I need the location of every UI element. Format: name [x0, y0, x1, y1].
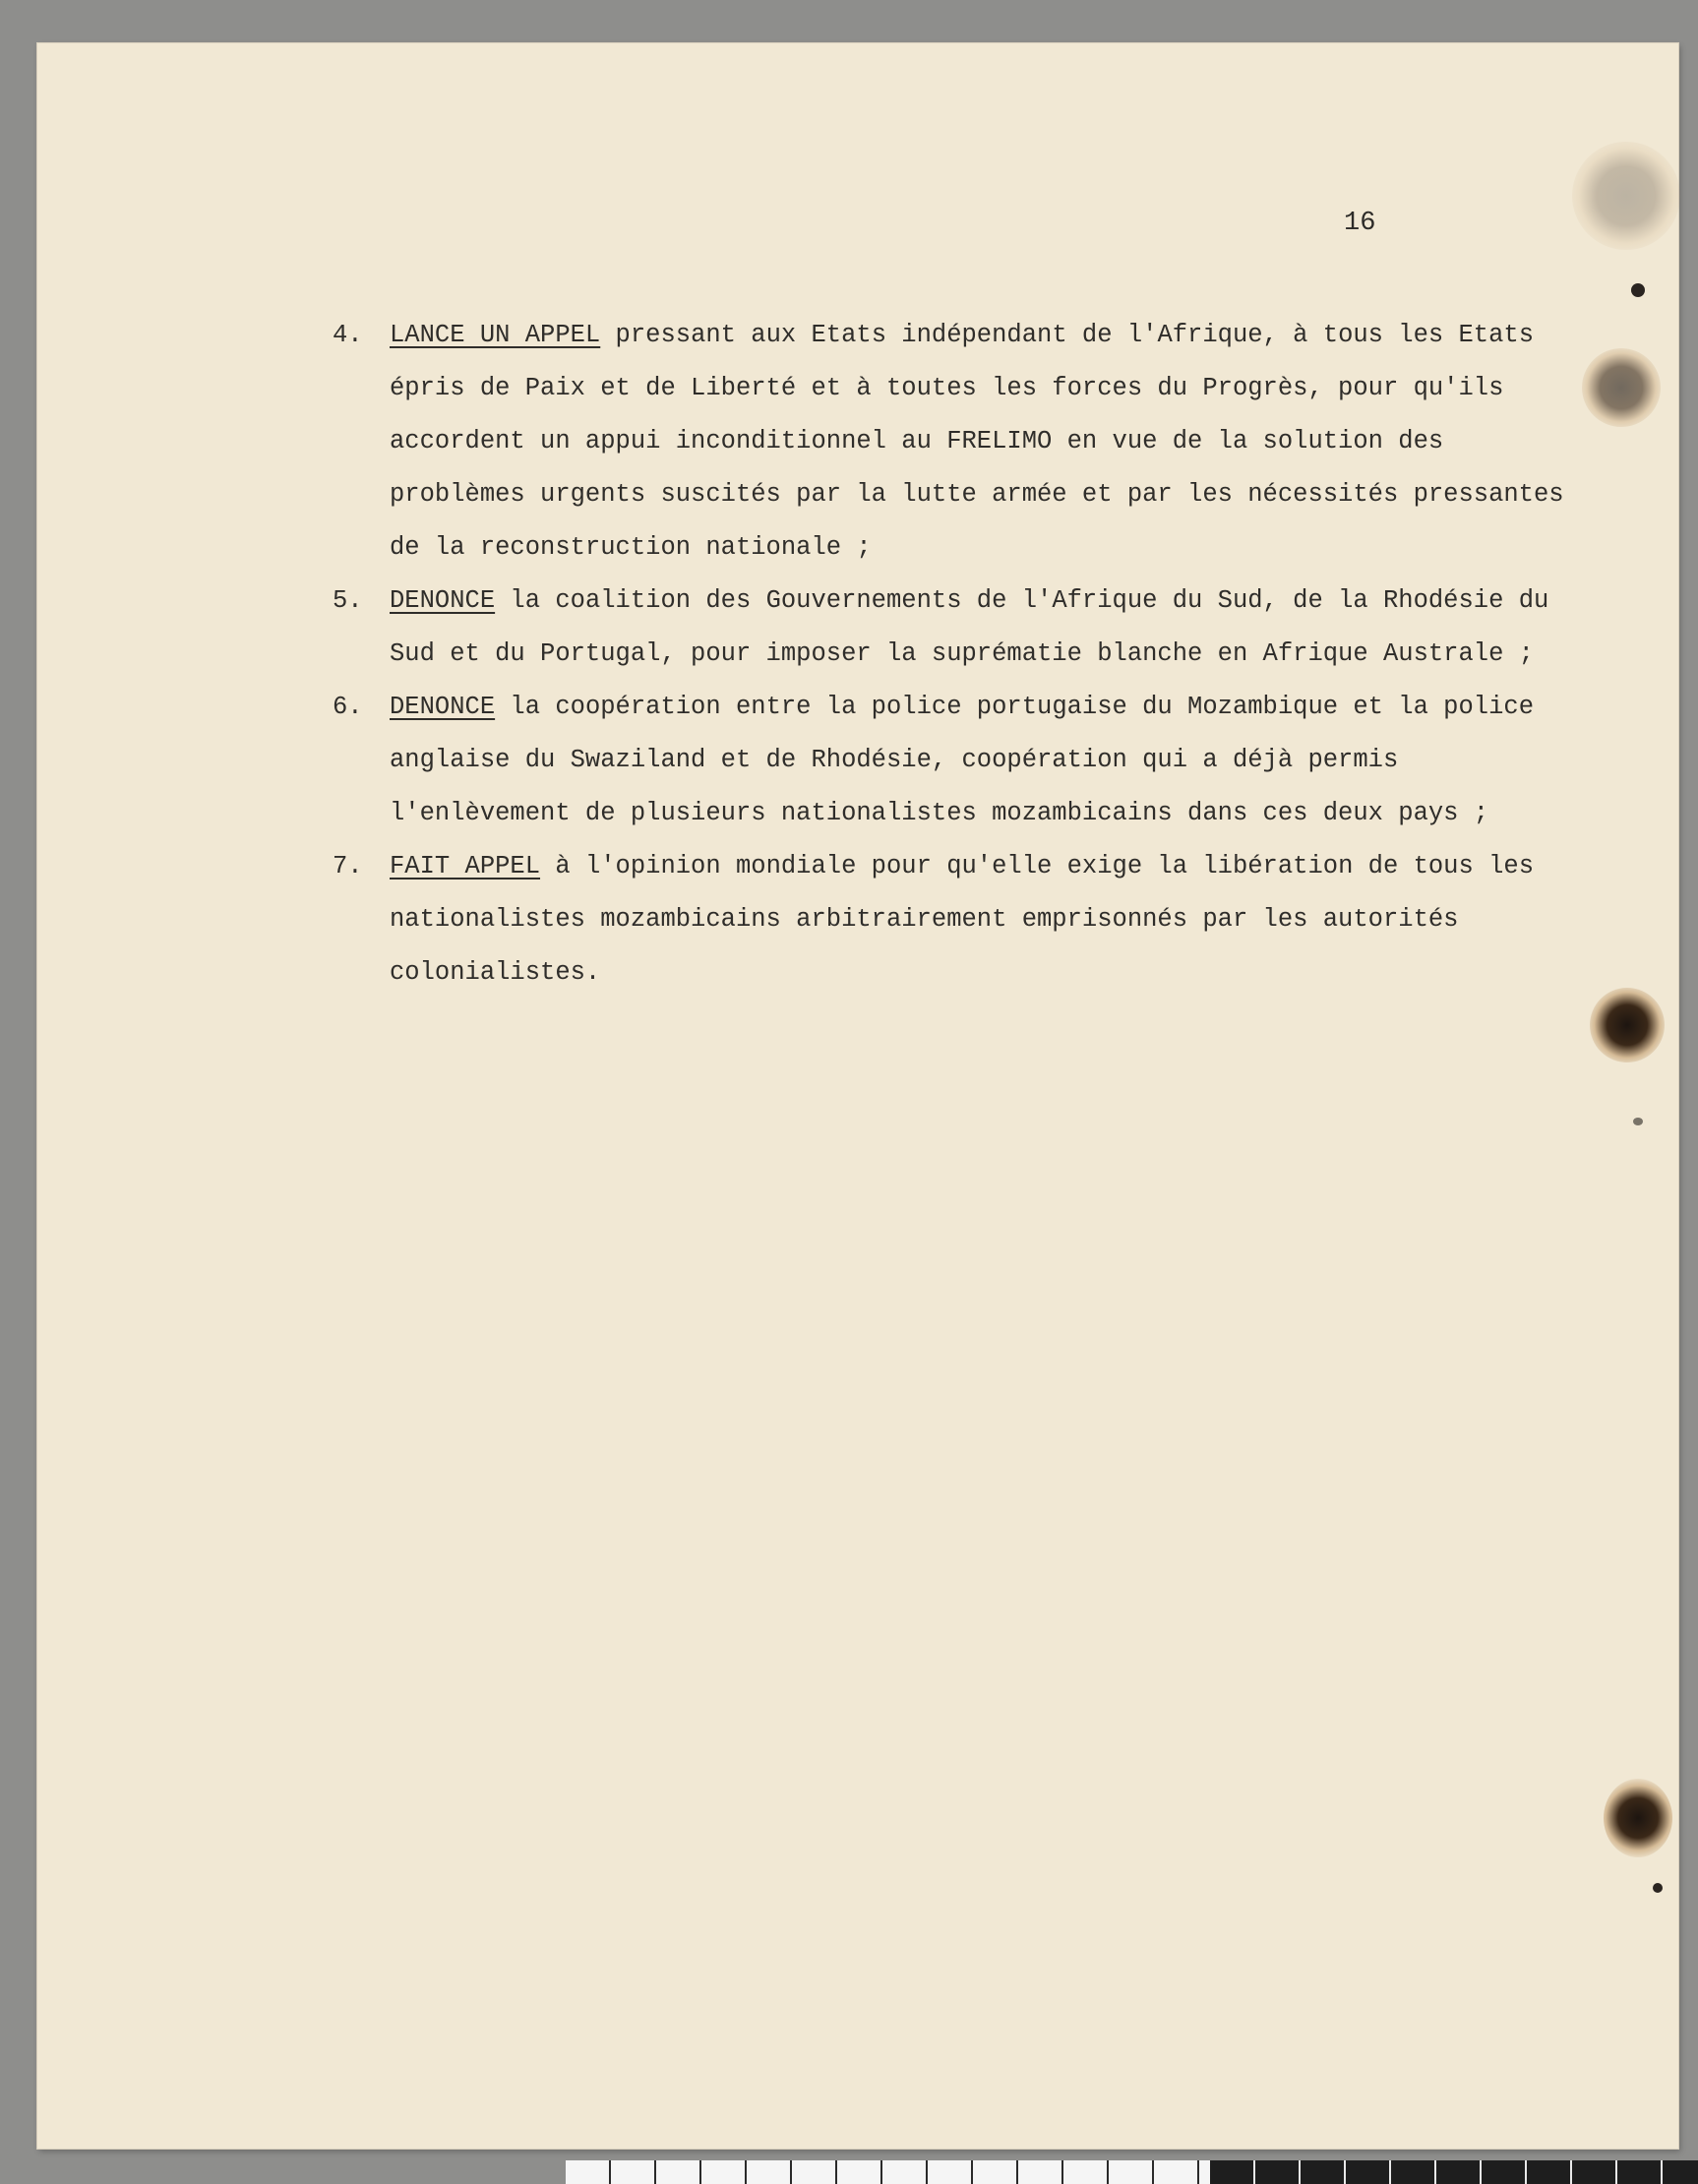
item-text: la coopération entre la police portugaise du Mozambique et la police anglaise du Swaziland et de Rhodésie, coopération qui a déjà permis l'enlèvement de plusieurs nationalistes mozambicains dans ces deux pays ;	[390, 693, 1534, 827]
hole-mark	[1653, 1883, 1663, 1893]
resolution-item-7	[333, 840, 1572, 1000]
resolution-item-6	[333, 681, 1572, 840]
resolution-item-4	[333, 309, 1572, 575]
resolution-item-5	[333, 575, 1572, 681]
item-text: pressant aux Etats indépendant de l'Afrique, à tous les Etats épris de Paix et de Liberté et à toutes les forces du Progrès, pour qu'ils accordent un appui inconditionnel au FRELIMO en vue de la solution des problèmes urgents suscités par la lutte armée et par les nécessités pressantes de la reconstruction nationale ;	[390, 321, 1564, 562]
burn-mark	[1590, 988, 1665, 1062]
item-number: 7.	[333, 852, 363, 880]
item-number: 5.	[333, 586, 363, 615]
item-keyword: DENONCE	[390, 586, 496, 615]
hole-mark	[1631, 283, 1645, 297]
item-keyword: DENONCE	[390, 693, 496, 721]
scale-ruler-dark	[1210, 2160, 1698, 2184]
item-keyword: LANCE UN APPEL	[390, 321, 601, 349]
burn-mark	[1572, 142, 1680, 250]
item-text: la coalition des Gouvernements de l'Afrique du Sud, de la Rhodésie du Sud et du Portugal, pour imposer la suprématie blanche en Afrique Australe ;	[390, 586, 1549, 668]
item-number: 4.	[333, 321, 363, 349]
hole-mark	[1633, 1118, 1643, 1125]
burn-mark	[1604, 1779, 1672, 1857]
burn-mark	[1582, 348, 1661, 427]
item-number: 6.	[333, 693, 363, 721]
item-keyword: FAIT APPEL	[390, 852, 541, 880]
resolution-list	[333, 309, 1572, 1000]
document-page	[37, 43, 1678, 2149]
item-text: à l'opinion mondiale pour qu'elle exige la libération de tous les nationalistes mozambicains arbitrairement emprisonnés par les autorités colonialistes.	[390, 852, 1534, 987]
page-number: 16	[1344, 209, 1376, 238]
